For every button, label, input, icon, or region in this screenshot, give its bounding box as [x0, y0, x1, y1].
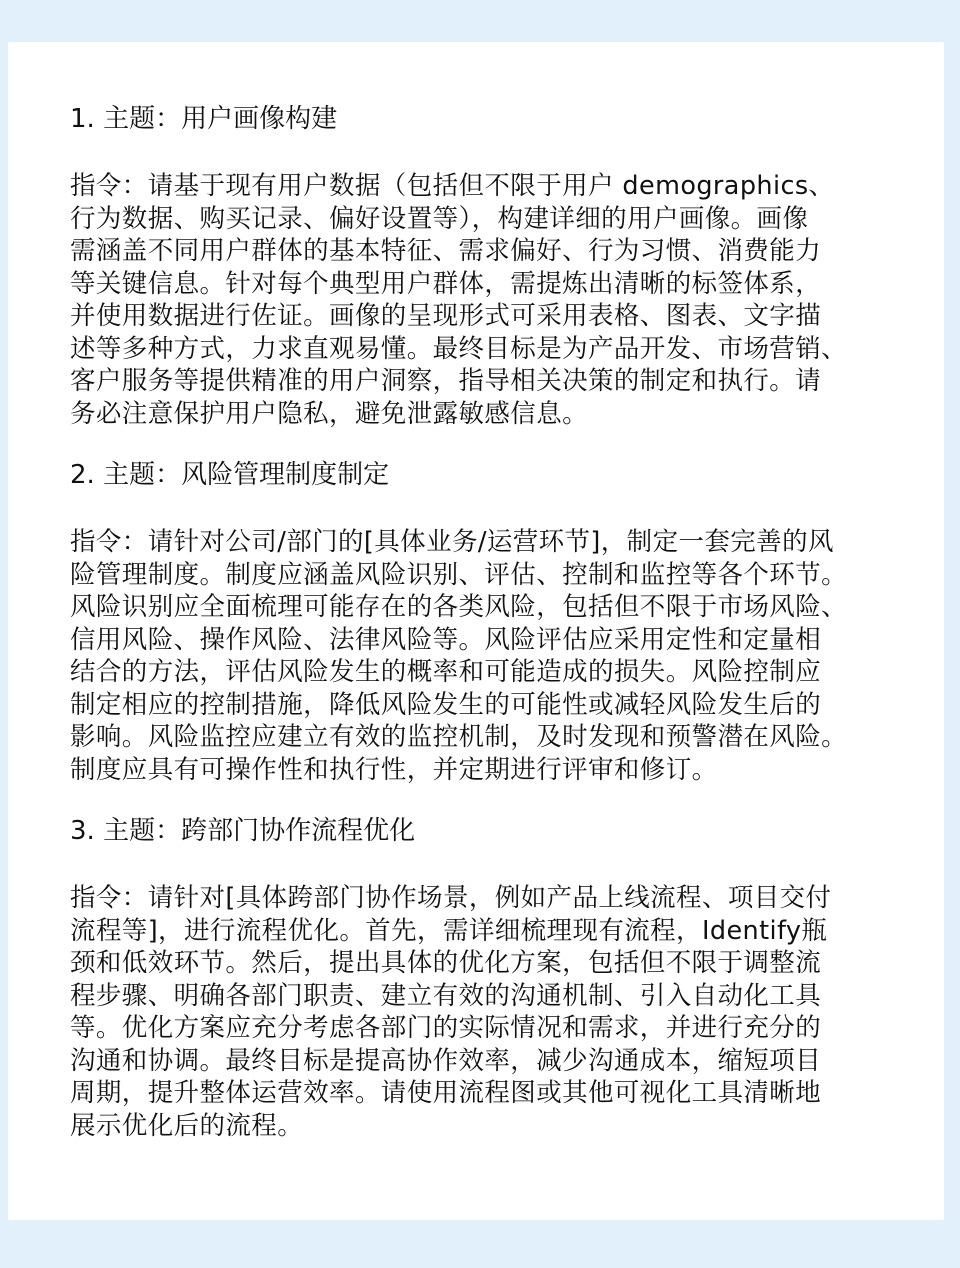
section-instruction — [70, 526, 880, 786]
instruction-line: 流程等]，进行流程优化。首先，需详细梳理现有流程，Identify瓶 — [70, 915, 828, 946]
instruction-line: 颈和低效环节。然后，提出具体的优化方案，包括但不限于调整流 — [70, 948, 822, 978]
instruction-line: 制定相应的控制措施，降低风险发生的可能性或减轻风险发生后的 — [70, 689, 822, 720]
section-risk-management — [70, 458, 880, 786]
instruction-line: 需涵盖不同用户群体的基本特征、需求偏好、行为习惯、消费能力 — [70, 236, 822, 266]
section-instruction — [70, 170, 880, 430]
instruction-line: 务必注意保护用户隐私，避免泄露敏感信息。 — [70, 398, 589, 429]
instruction-line: 并使用数据进行佐证。画像的呈现形式可采用表格、图表、文字描 — [70, 301, 822, 331]
document-content — [70, 102, 880, 1170]
section-user-persona — [70, 102, 880, 430]
instruction-line: 指令：请针对公司/部门的[具体业务/运营环节]，制定一套完善的风 — [70, 527, 834, 557]
instruction-line: 沟通和协调。最终目标是提高协作效率，减少沟通成本，缩短项目 — [70, 1045, 822, 1076]
instruction-line: 险管理制度。制度应涵盖风险识别、评估、控制和监控等各个环节。 — [70, 559, 848, 590]
instruction-line: 展示优化后的流程。 — [70, 1110, 304, 1141]
instruction-line: 指令：请针对[具体跨部门协作场景，例如产品上线流程、项目交付 — [70, 883, 832, 913]
document-card — [8, 42, 944, 1220]
instruction-line: 影响。风险监控应建立有效的监控机制，及时发现和预警潜在风险。 — [70, 722, 848, 752]
instruction-line: 等关键信息。针对每个典型用户群体，需提炼出清晰的标签体系， — [70, 268, 822, 299]
instruction-line: 结合的方法，评估风险发生的概率和可能造成的损失。风险控制应 — [70, 657, 822, 687]
instruction-line: 周期，提升整体运营效率。请使用流程图或其他可视化工具清晰地 — [70, 1078, 822, 1108]
section-heading: 1. 主题：用户画像构建 — [70, 104, 338, 134]
section-cross-dept-process — [70, 814, 880, 1142]
section-heading: 2. 主题：风险管理制度制定 — [70, 460, 390, 490]
instruction-line: 客户服务等提供精准的用户洞察，指导相关决策的制定和执行。请 — [70, 366, 822, 396]
instruction-line: 风险识别应全面梳理可能存在的各类风险，包括但不限于市场风险、 — [70, 592, 848, 622]
section-instruction — [70, 882, 880, 1142]
instruction-line: 等。优化方案应充分考虑各部门的实际情况和需求，并进行充分的 — [70, 1013, 822, 1043]
instruction-line: 信用风险、操作风险、法律风险等。风险评估应采用定性和定量相 — [70, 624, 822, 655]
instruction-line: 述等多种方式，力求直观易懂。最终目标是为产品开发、市场营销、 — [70, 333, 848, 364]
instruction-line: 指令：请基于现有用户数据（包括但不限于用户 demographics、 — [70, 171, 835, 201]
instruction-line: 制度应具有可操作性和执行性，并定期进行评审和修订。 — [70, 754, 718, 785]
instruction-line: 程步骤、明确各部门职责、建立有效的沟通机制、引入自动化工具 — [70, 980, 822, 1011]
instruction-line: 行为数据、购买记录、偏好设置等），构建详细的用户画像。画像 — [70, 203, 809, 234]
section-heading: 3. 主题：跨部门协作流程优化 — [70, 816, 416, 846]
